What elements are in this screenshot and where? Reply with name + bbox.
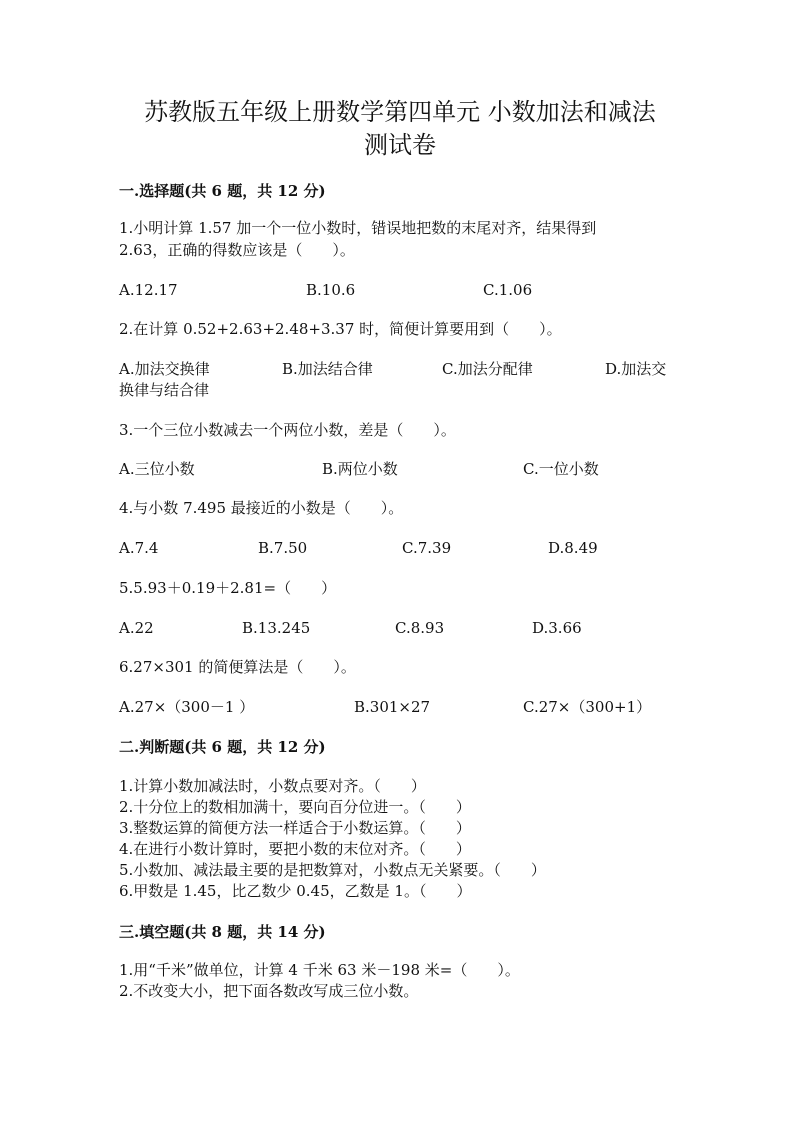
option-a: A.12.17 (119, 281, 178, 299)
option-c: C.1.06 (483, 281, 533, 299)
judge-item: 1.计算小数加减法时，小数点要对齐。（ ） (119, 777, 426, 795)
option-c: C.8.93 (395, 619, 445, 637)
option-a: A.加法交换律 (119, 360, 210, 378)
option-c: C.27×（300+1） (523, 698, 652, 716)
question-text: 5.5.93＋0.19＋2.81=（ ） (119, 579, 337, 597)
option-b: B.301×27 (354, 698, 431, 716)
judge-item: 4.在进行小数计算时，要把小数的末位对齐。（ ） (119, 840, 471, 858)
question-text: 2.在计算 0.52+2.63+2.48+3.37 时，简便计算要用到（ ）。 (119, 320, 562, 338)
option-b: B.两位小数 (322, 460, 398, 478)
option-c: C.加法分配律 (442, 360, 533, 378)
option-b: B.加法结合律 (282, 360, 373, 378)
judge-item: 5.小数加、减法最主要的是把数算对，小数点无关紧要。（ ） (119, 861, 546, 879)
option-d-continued: 换律与结合律 (119, 381, 210, 399)
option-a: A.三位小数 (119, 460, 195, 478)
option-b: B.13.245 (242, 619, 311, 637)
question-text: 3.一个三位小数减去一个两位小数，差是（ ）。 (119, 421, 456, 439)
fill-item: 2.不改变大小，把下面各数改写成三位小数。 (119, 982, 419, 1000)
fill-item: 1.用“千米”做单位，计算 4 千米 63 米－198 米=（ ）。 (119, 961, 520, 979)
option-a: A.22 (119, 619, 154, 637)
option-b: B.7.50 (258, 539, 308, 557)
option-a: A.27×（300－1 ） (119, 698, 255, 716)
exam-title-line2: 测试卷 (364, 131, 436, 159)
option-d: D.加法交 (605, 360, 667, 378)
option-c: C.一位小数 (523, 460, 599, 478)
judge-item: 3.整数运算的简便方法一样适合于小数运算。（ ） (119, 819, 471, 837)
question-text: 4.与小数 7.495 最接近的小数是（ ）。 (119, 499, 404, 517)
option-d: D.3.66 (532, 619, 582, 637)
exam-title-line1: 苏教版五年级上册数学第四单元 小数加法和减法 (144, 98, 656, 126)
option-d: D.8.49 (548, 539, 598, 557)
section-heading-judge: 二.判断题(共 6 题，共 12 分) (119, 738, 326, 756)
question-text: 6.27×301 的简便算法是（ ）。 (119, 658, 356, 676)
judge-item: 6.甲数是 1.45，比乙数少 0.45，乙数是 1。（ ） (119, 882, 472, 900)
section-heading-choice: 一.选择题(共 6 题，共 12 分) (119, 182, 326, 200)
question-text: 1.小明计算 1.57 加一个一位小数时，错误地把数的末尾对齐，结果得到 (119, 219, 597, 237)
option-c: C.7.39 (402, 539, 452, 557)
option-a: A.7.4 (119, 539, 159, 557)
section-heading-fill: 三.填空题(共 8 题，共 14 分) (119, 923, 326, 941)
judge-item: 2.十分位上的数相加满十，要向百分位进一。（ ） (119, 798, 471, 816)
option-b: B.10.6 (306, 281, 356, 299)
question-text: 2.63，正确的得数应该是（ ）。 (119, 241, 355, 259)
